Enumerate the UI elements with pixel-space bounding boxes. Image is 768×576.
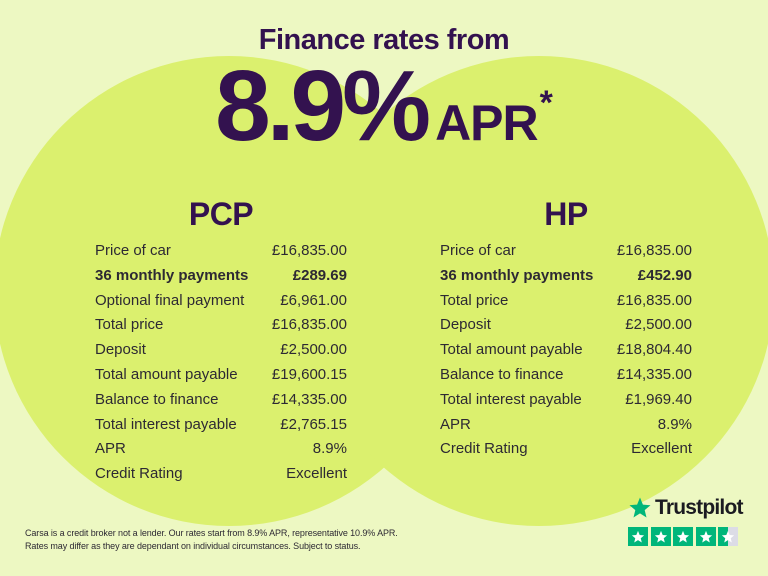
- trustpilot-star-icon: [628, 496, 652, 520]
- row-label: Credit Rating: [440, 440, 528, 458]
- row-value: £14,335.00: [616, 365, 692, 383]
- trustpilot-stars: [628, 527, 744, 546]
- row-label: Balance to finance: [440, 365, 564, 383]
- table-row: [440, 416, 692, 441]
- pcp-finance-table: [95, 196, 347, 490]
- row-value: £2,765.15: [280, 415, 347, 433]
- table-row: [440, 366, 692, 391]
- row-value: £289.69: [292, 266, 347, 284]
- rate-asterisk: *: [539, 84, 553, 122]
- rate-headline: [0, 50, 768, 162]
- row-value: £14,335.00: [271, 390, 347, 408]
- table-row: [95, 316, 347, 341]
- row-value: Excellent: [631, 440, 692, 458]
- row-value: £2,500.00: [280, 341, 347, 359]
- trustpilot-star-box: [628, 527, 648, 546]
- trustpilot-star-box: [718, 527, 738, 546]
- row-label: 36 monthly payments: [440, 266, 594, 284]
- row-label: Total interest payable: [95, 415, 237, 433]
- table-row: [95, 366, 347, 391]
- table-row: [95, 242, 347, 267]
- banner-title: Finance rates from: [258, 24, 510, 56]
- row-value: £16,835.00: [616, 242, 692, 259]
- trustpilot-star-box: [673, 527, 693, 546]
- hp-table-rows: [440, 242, 692, 465]
- row-value: 8.9%: [657, 415, 692, 433]
- row-label: Deposit: [95, 341, 146, 359]
- legal-disclaimer: [25, 528, 445, 554]
- row-label: APR: [95, 440, 126, 458]
- trustpilot-badge[interactable]: [628, 496, 744, 546]
- hp-table-title: HP: [544, 196, 588, 232]
- table-row: [95, 341, 347, 366]
- table-row: [95, 440, 347, 465]
- disclaimer-line-1: Carsa is a credit broker not a lender. Our rates start from 8.9% APR, representative 10.9% APR.: [25, 528, 398, 538]
- table-row: [440, 341, 692, 366]
- row-label: APR: [440, 415, 471, 433]
- row-label: Optional final payment: [95, 291, 245, 309]
- row-label: Total interest payable: [440, 390, 582, 408]
- trustpilot-logo: [628, 496, 744, 520]
- table-row: [95, 391, 347, 416]
- trustpilot-wordmark: Trustpilot: [655, 496, 743, 519]
- table-row: [440, 267, 692, 292]
- row-label: 36 monthly payments: [95, 266, 249, 284]
- trustpilot-star-box: [651, 527, 671, 546]
- row-value: £1,969.40: [625, 390, 692, 408]
- row-value: 8.9%: [312, 440, 347, 458]
- row-value: £2,500.00: [625, 316, 692, 334]
- row-value: £16,835.00: [616, 291, 692, 309]
- row-label: Total price: [440, 291, 509, 309]
- rate-unit: APR: [435, 95, 538, 151]
- row-label: Price of car: [440, 242, 516, 259]
- table-row: [440, 316, 692, 341]
- row-label: Total price: [95, 316, 164, 334]
- row-value: £19,600.15: [271, 365, 347, 383]
- table-row: [440, 292, 692, 317]
- row-label: Total amount payable: [440, 341, 583, 359]
- hp-finance-table: [440, 196, 692, 465]
- table-row: [95, 465, 347, 490]
- table-row: [440, 242, 692, 267]
- table-row: [95, 267, 347, 292]
- row-value: £16,835.00: [271, 316, 347, 334]
- row-label: Balance to finance: [95, 390, 219, 408]
- disclaimer-line-2: Rates may differ as they are dependant on individual circumstances. Subject to status.: [25, 541, 361, 552]
- row-value: Excellent: [286, 465, 347, 483]
- row-label: Deposit: [440, 316, 491, 334]
- row-label: Price of car: [95, 242, 171, 259]
- table-row: [440, 391, 692, 416]
- table-row: [95, 292, 347, 317]
- pcp-table-title: PCP: [188, 196, 254, 232]
- table-row: [95, 416, 347, 441]
- rate-value: 8.9%: [215, 50, 428, 162]
- row-label: Total amount payable: [95, 365, 238, 383]
- table-row: [440, 440, 692, 465]
- pcp-table-rows: [95, 242, 347, 490]
- trustpilot-star-box: [696, 527, 716, 546]
- row-label: Credit Rating: [95, 465, 183, 483]
- row-value: £18,804.40: [616, 341, 692, 359]
- row-value: £452.90: [637, 266, 692, 284]
- row-value: £16,835.00: [271, 242, 347, 259]
- row-value: £6,961.00: [280, 291, 347, 309]
